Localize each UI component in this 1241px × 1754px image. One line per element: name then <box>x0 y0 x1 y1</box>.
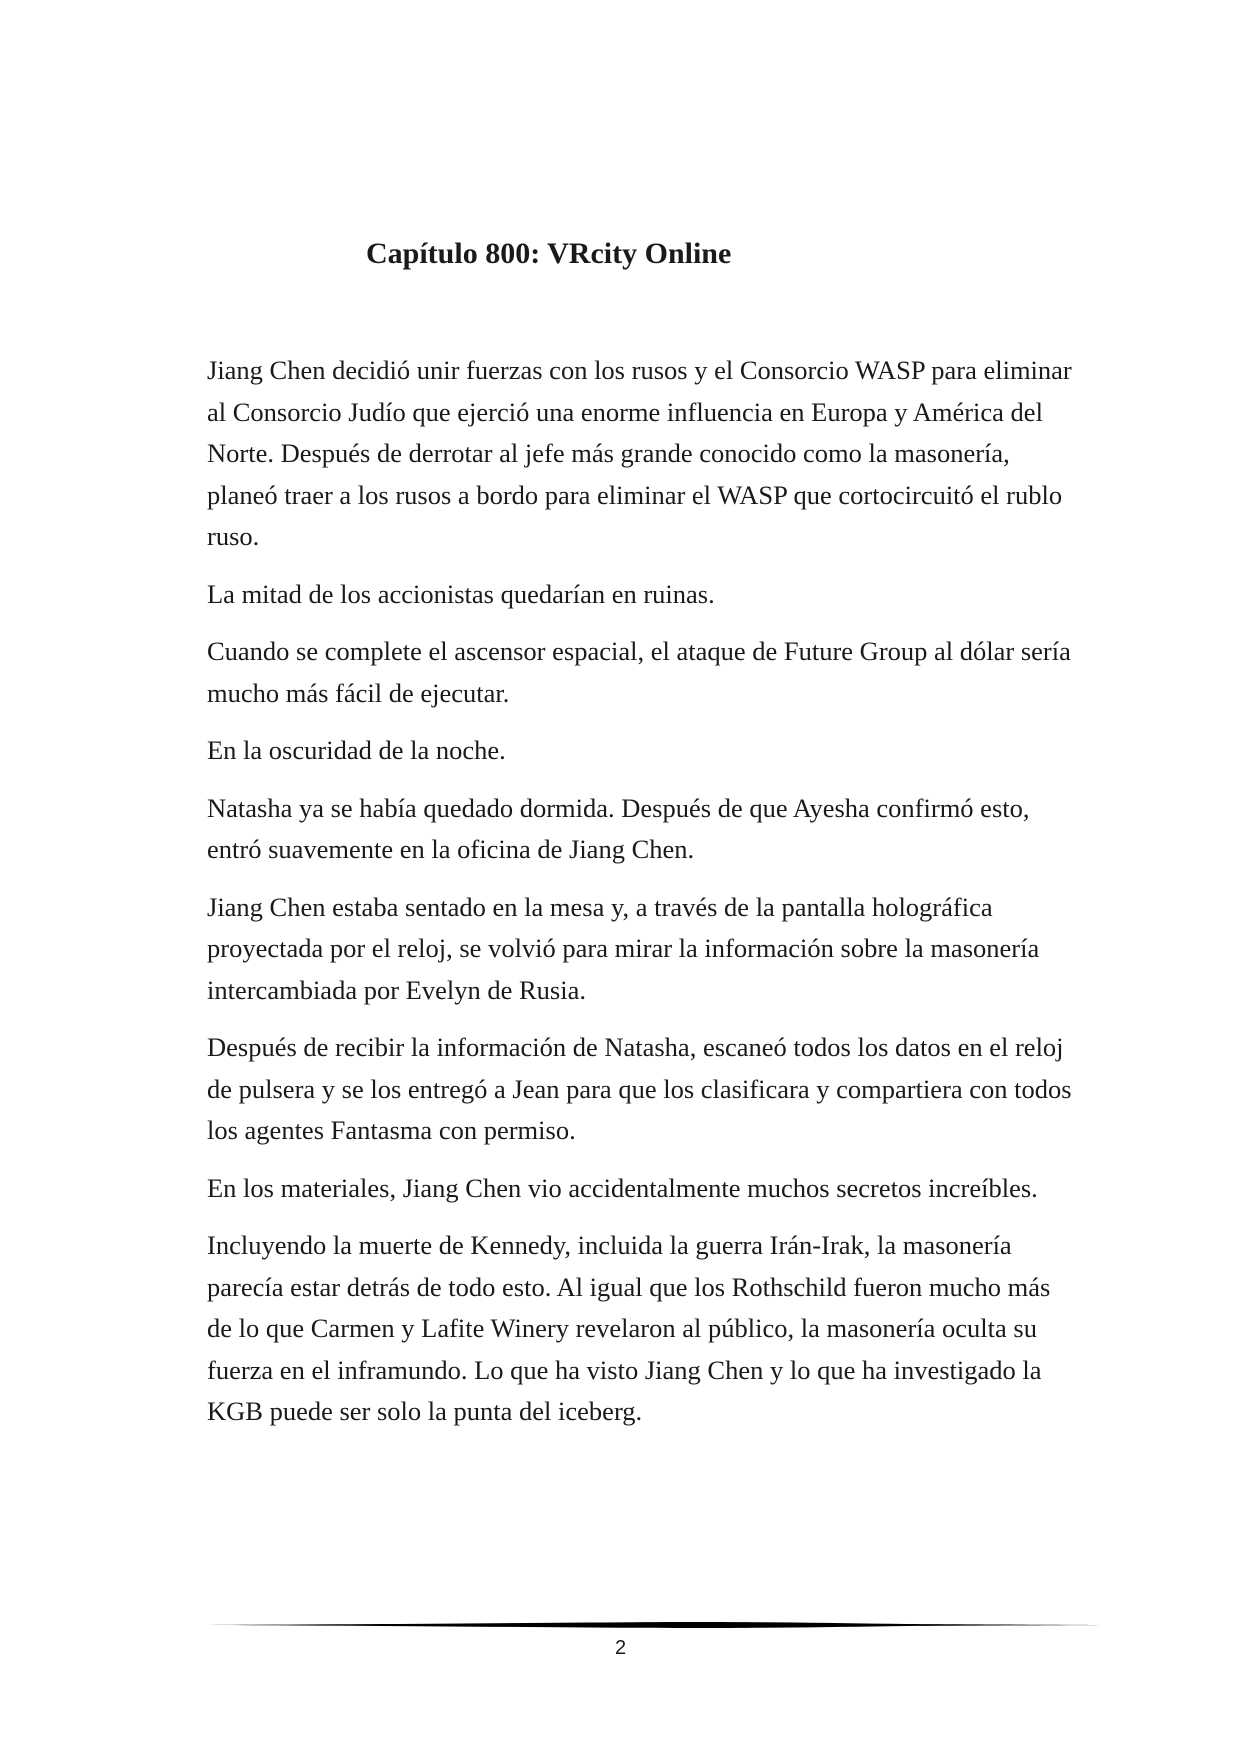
paragraph: Incluyendo la muerte de Kennedy, incluida la guerra Irán-Irak, la masonería parecía estar detrás de todo esto. Al igual que los Rothschild fueron mucho más de lo que Carmen y Lafite Winery revelaron al público, la masonería oculta su fuerza en el inframundo. Lo que ha visto Jiang Chen y lo que ha investigado la KGB puede ser solo la punta del iceberg. <box>207 1230 1051 1426</box>
page-number: 2 <box>614 1637 627 1659</box>
paragraph: Jiang Chen estaba sentado en la mesa y, a través de la pantalla holográfica proyectada por el reloj, se volvió para mirar la información sobre la masonería intercambiada por Evelyn de Rusia. <box>207 891 1040 1005</box>
chapter-body <box>207 350 1077 1449</box>
paragraph: Jiang Chen decidió unir fuerzas con los rusos y el Consorcio WASP para eliminar al Consorcio Judío que ejerció una enorme influencia en Europa y América del Norte. Después de derrotar al jefe más grande conocido como la masonería, planeó traer a los rusos a bordo para eliminar el WASP que cortocircuitó el rublo ruso. <box>207 355 1072 551</box>
paragraph: En la oscuridad de la noche. <box>207 735 506 765</box>
paragraph: Natasha ya se había quedado dormida. Después de que Ayesha confirmó esto, entró suavemente en la oficina de Jiang Chen. <box>207 792 1030 864</box>
paragraph: Después de recibir la información de Natasha, escaneó todos los datos en el reloj de pulsera y se los entregó a Jean para que los clasificara y compartiera con todos los agentes Fantasma con permiso. <box>207 1032 1072 1145</box>
footer-divider-stroke <box>207 1622 1110 1628</box>
paragraph: En los materiales, Jiang Chen vio accidentalmente muchos secretos increíbles. <box>207 1172 1038 1203</box>
paragraph: La mitad de los accionistas quedarían en ruinas. <box>207 578 715 609</box>
chapter-title: Capítulo 800: VRcity Online <box>366 237 732 270</box>
paragraph: Cuando se complete el ascensor espacial, el ataque de Future Group al dólar sería mucho más fácil de ejecutar. <box>207 636 1071 708</box>
footer-divider <box>207 1619 1110 1631</box>
